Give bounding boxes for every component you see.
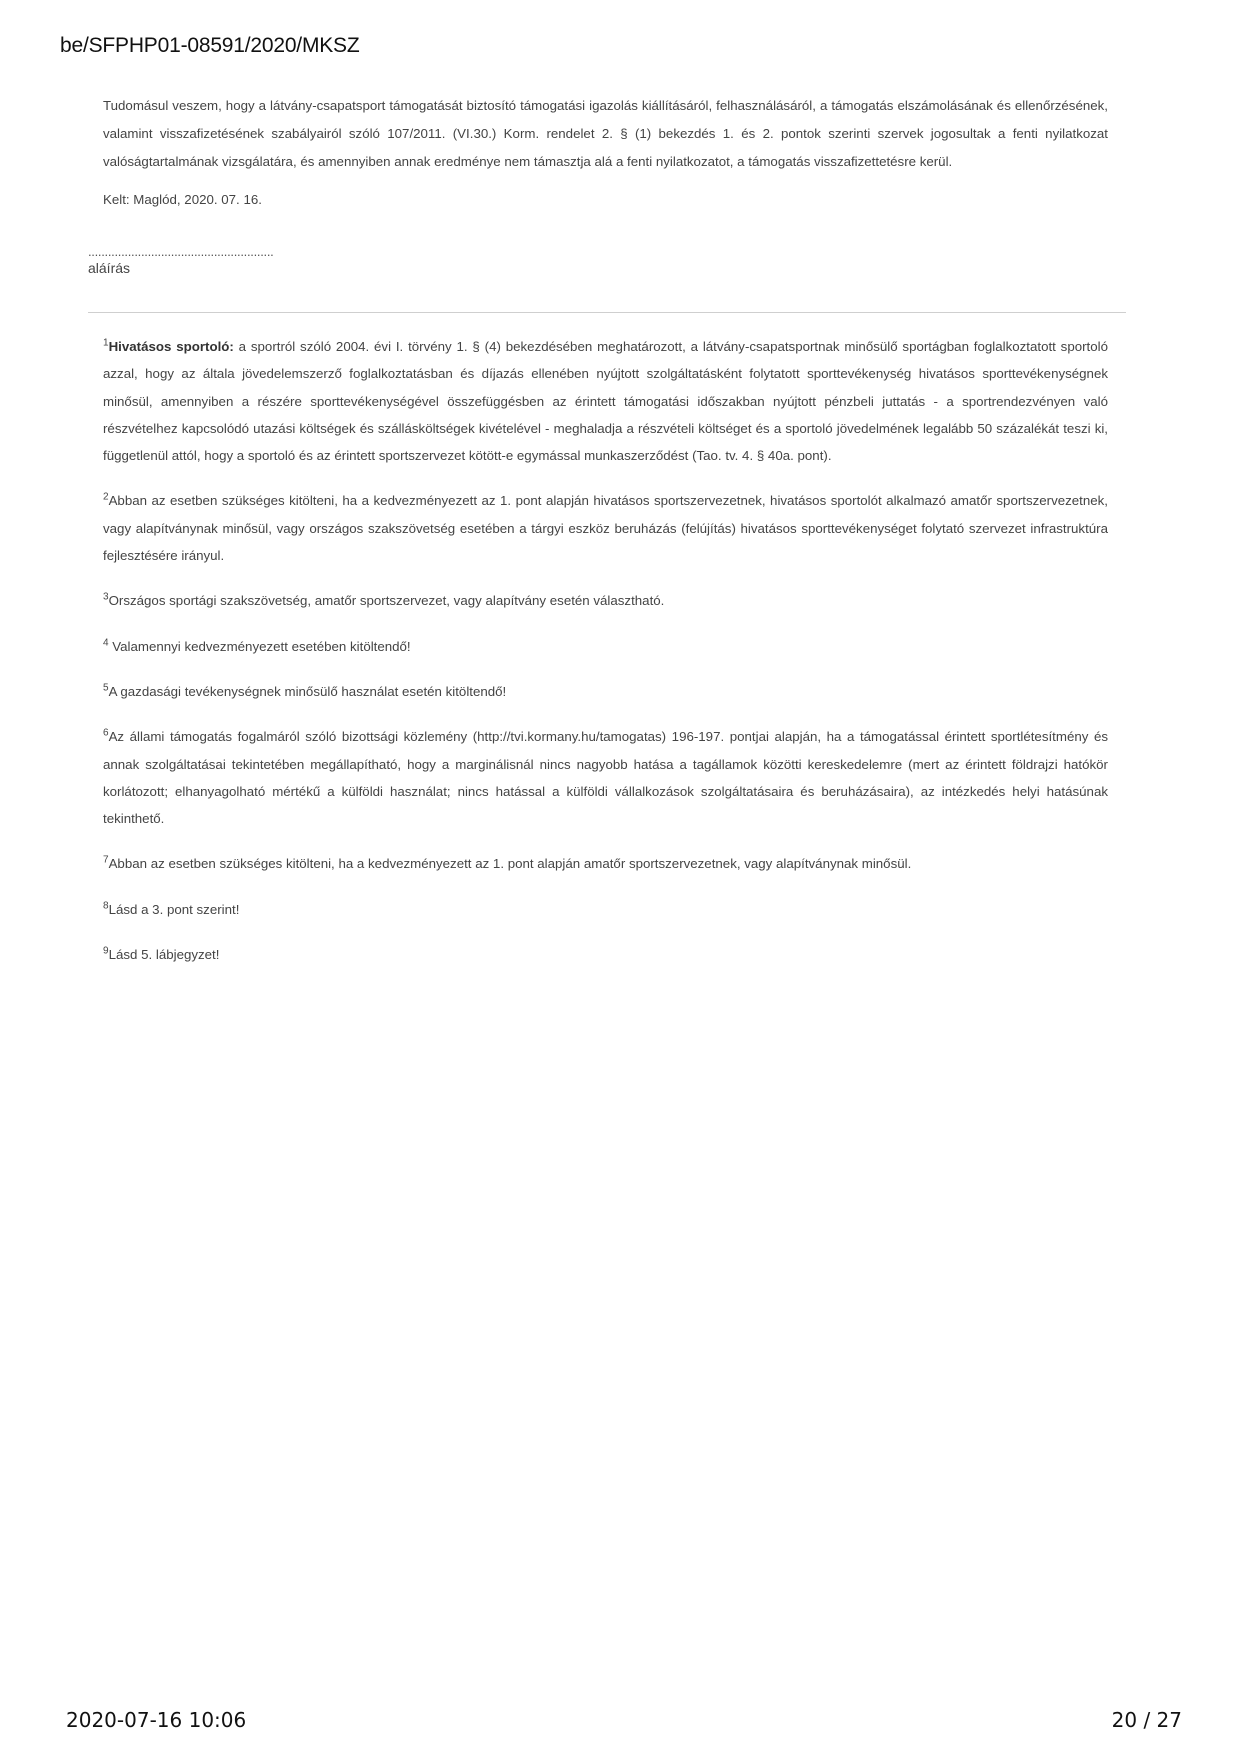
footnote-number: 7 — [103, 855, 109, 867]
footnote-1 — [103, 333, 1108, 469]
footnote-number: 9 — [103, 945, 109, 957]
footnote-divider — [88, 312, 1126, 313]
footnote-2 — [103, 487, 1108, 569]
statement-text: Tudomásul veszem, hogy a látvány-csapatsport támogatását biztosító támogatási igazolás kiállításáról, felhasználásáról, a támogatás elszámolásának és ellenőrzésének, valamint visszafizetésének szabályairól szóló 107/2011. (VI.30.) Korm. rendelet 2. § (1) bekezdés 1. és 2. pontok szerinti szervek jogosultak a fenti nyilatkozat valóságtartalmának vizsgálatára, és amennyiben annak eredménye nem támasztja alá a fenti nyilatkozatot, a támogatás visszafizettetésre kerül. — [103, 98, 1108, 169]
signature-label: aláírás — [88, 260, 131, 276]
footnotes-section — [103, 333, 1108, 986]
footnote-3 — [103, 587, 1108, 614]
footnote-7 — [103, 850, 1108, 877]
footnote-text: Abban az esetben szükséges kitölteni, ha a kedvezményezett az 1. pont alapján hivatásos sportszervezetnek, hivatásos sportolót alkalmazó amatőr sportszervezetnek, vagy alapítványnak minősül, vagy országos szakszövetség esetében a tárgyi eszköz beruházás (felújítás) hivatásos sporttevékenységet folytató szervezet infrastruktúra fejlesztésére irányul. — [103, 493, 1108, 564]
footnote-8 — [103, 896, 1108, 923]
footnote-number: 3 — [103, 591, 109, 603]
date-place: Kelt: Maglód, 2020. 07. 16. — [103, 192, 262, 207]
footnote-text: Országos sportági szakszövetség, amatőr sportszervezet, vagy alapítvány esetén választható. — [108, 593, 665, 609]
print-timestamp: 2020-07-16 10:06 — [66, 1708, 247, 1732]
footnote-term: Hivatásos sportoló: — [108, 339, 234, 354]
footnote-text: a sportról szóló 2004. évi I. törvény 1. § (4) bekezdésében meghatározott, a látvány-csapatsportnak minősülő sportágban foglalkoztatott sportoló azzal, hogy az általa jövedelemszerző foglalkoztatásban és díjazás ellenében nyújtott szolgáltatásként folytatott sporttevékenység hivatásos sporttevékenységnek minősül, amennyiben a részére sporttevékenységével összefüggésben az érintett támogatási időszakban nyújtott pénzbeli juttatás - a sportrendezvényen való részvételhez kapcsolódó utazási költségek és szállásköltségek kivételével - meghaladja a részvételi költséget és a sportoló jövedelmének legalább 50 százalékát teszi ki, függetlenül attól, hogy a sportoló és az érintett sportszervezet kötött-e egymással munkaszerződést (Tao. tv. 4. § 40a. pont). — [103, 339, 1108, 464]
footnote-text: A gazdasági tevékenységnek minősülő használat esetén kitöltendő! — [108, 683, 507, 699]
footnote-number: 6 — [103, 727, 109, 739]
page-number: 20 / 27 — [1111, 1708, 1182, 1732]
footnote-text: Lásd 5. lábjegyzet! — [108, 947, 220, 963]
footnote-6 — [103, 723, 1108, 832]
footnote-number: 4 — [103, 637, 109, 649]
footnote-4 — [103, 633, 1108, 660]
document-id: be/SFPHP01-08591/2020/MKSZ — [60, 34, 360, 57]
footnote-text: Lásd a 3. pont szerint! — [108, 901, 240, 917]
footnote-number: 8 — [103, 900, 109, 912]
footnote-5 — [103, 678, 1108, 705]
footnote-text: Valamennyi kedvezményezett esetében kitöltendő! — [108, 638, 411, 654]
footnote-number: 2 — [103, 492, 109, 504]
signature-line: ........................................................ — [88, 244, 274, 259]
footnote-number: 5 — [103, 682, 109, 694]
footnote-text: Az állami támogatás fogalmáról szóló bizottsági közlemény (http://tvi.kormany.hu/tamogatas) 196-197. pontjai alapján, ha a támogatással érintett sportlétesítmény és annak szolgáltatásai tekintetében megállapítható, hogy a marginálisnál nincs nagyobb hatása a tagállamok közötti kereskedelemre (mert az érintett földrajzi hatókör korlátozott; elhanyagolható mértékű a külföldi használat; nincs hatással a külföldi vállalkozások szolgáltatásaira és beruházásaira), az intézkedés helyi hatásúnak tekinthető. — [103, 729, 1108, 827]
footnote-text: Abban az esetben szükséges kitölteni, ha a kedvezményezett az 1. pont alapján amatőr sportszervezetnek, vagy alapítványnak minősül. — [108, 856, 912, 872]
footnote-number: 1 — [103, 337, 109, 349]
footnote-9 — [103, 941, 1108, 968]
